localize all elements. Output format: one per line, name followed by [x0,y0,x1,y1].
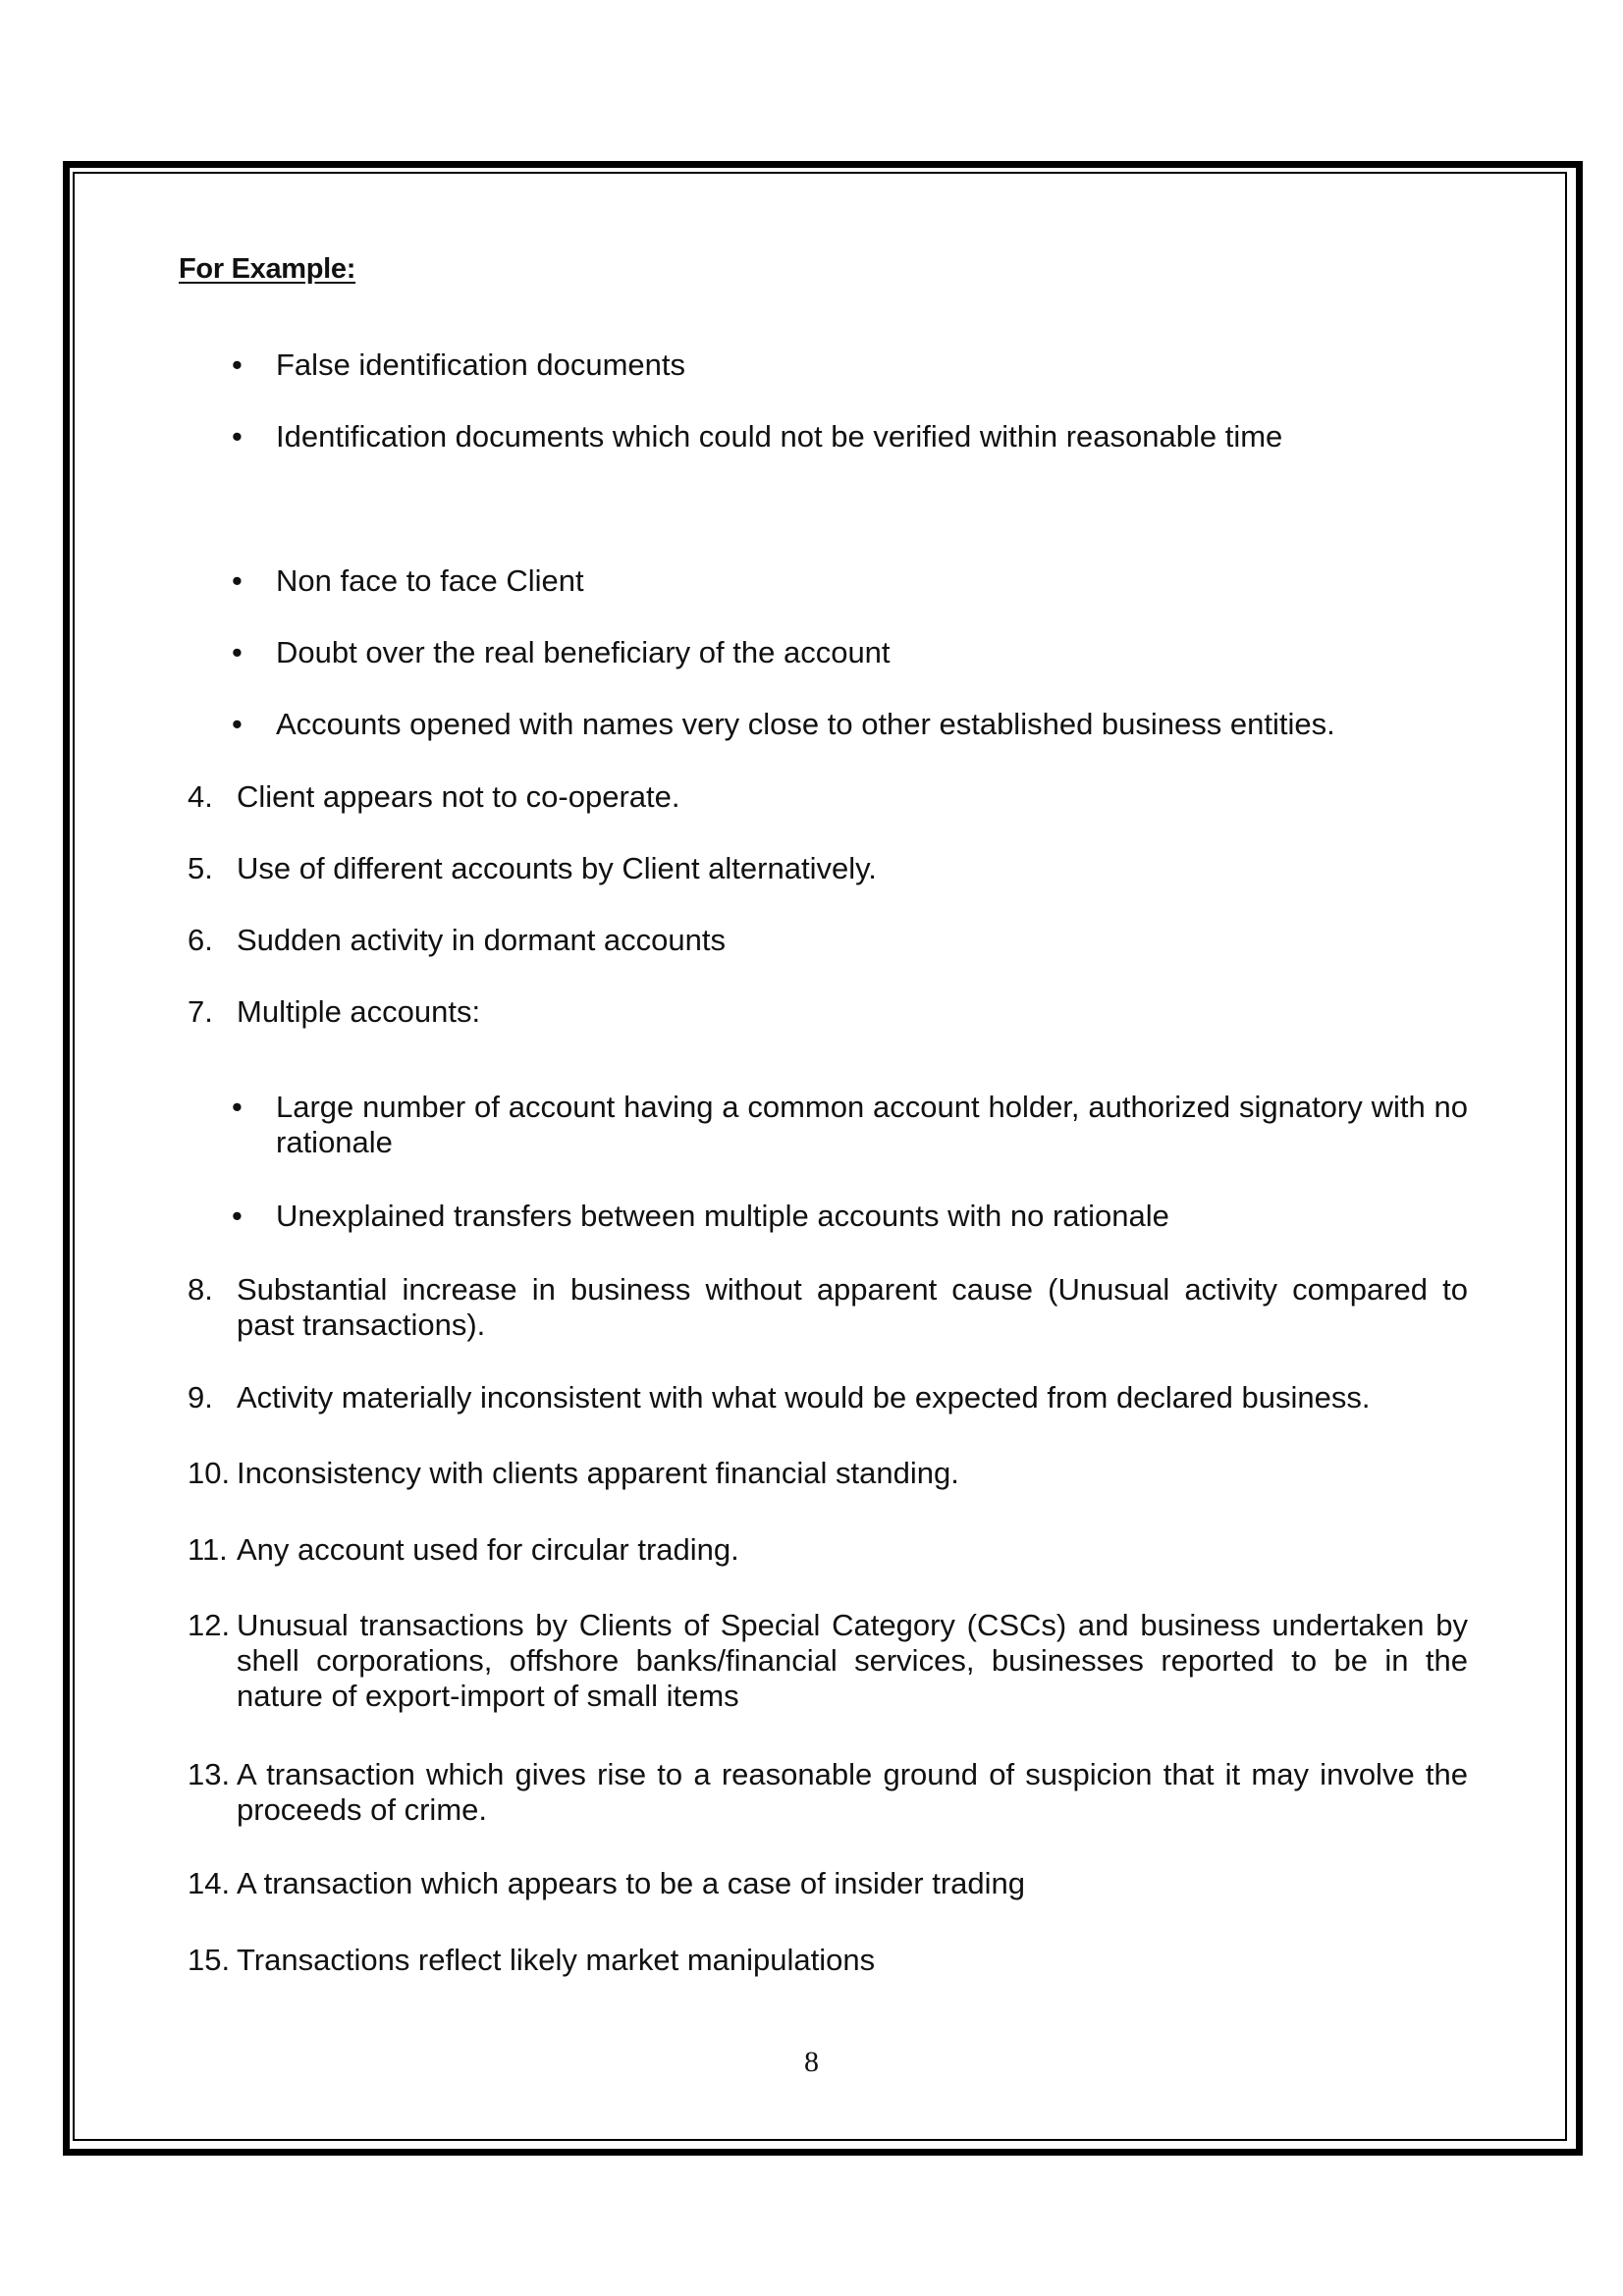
numbered-item [188,851,877,886]
item-number: 13. [188,1757,231,1791]
item-number: 6. [188,923,213,957]
item-text: Multiple accounts: [237,994,481,1029]
item-text: Activity materially inconsistent with what would be expected from declared business. [237,1380,1371,1415]
numbered-item [188,1757,1468,1828]
item-text: Use of different accounts by Client alternatively. [237,851,877,885]
item-text: Inconsistency with clients apparent financial standing. [237,1456,959,1490]
bullet-item [232,1090,1468,1160]
bullet-item [232,419,1283,454]
item-number: 12. [188,1608,231,1642]
item-number: 15. [188,1943,231,1977]
page-number: 8 [804,2046,819,2078]
numbered-item [188,1272,1468,1343]
numbered-item [188,1456,959,1491]
item-text: Client appears not to co-operate. [237,779,680,814]
numbered-item [188,994,481,1030]
bullet-item [232,1199,1169,1234]
numbered-item [188,923,726,958]
section-heading: For Example: [179,253,356,285]
bullet-item [232,707,1335,742]
bullet-item [232,563,584,599]
item-number: 4. [188,779,213,814]
bullet-icon: • [232,1199,243,1233]
item-number: 5. [188,851,213,885]
bullet-icon: • [232,707,243,741]
item-text: Sudden activity in dormant accounts [237,923,726,957]
numbered-item [188,1532,739,1568]
bullet-text: Identification documents which could not be verified within reasonable time [276,419,1283,454]
bullet-icon: • [232,563,243,598]
item-text: Substantial increase in business without apparent cause (Unusual activity compared to past transactions). [237,1272,1468,1342]
numbered-item [188,1866,1026,1901]
item-number: 8. [188,1272,213,1307]
bullet-text: Large number of account having a common account holder, authorized signatory with no rationale [276,1090,1468,1159]
bullet-icon: • [232,419,243,454]
item-number: 14. [188,1866,231,1900]
bullet-item [232,347,686,383]
item-text: A transaction which appears to be a case of insider trading [237,1866,1026,1900]
item-number: 10. [188,1456,231,1490]
item-text: Transactions reflect likely market manipulations [237,1943,876,1977]
numbered-item [188,1943,876,1978]
bullet-text: Accounts opened with names very close to other established business entities. [276,707,1335,741]
item-number: 7. [188,994,213,1029]
bullet-icon: • [232,1090,243,1124]
numbered-item [188,1380,1371,1415]
item-text: Unusual transactions by Clients of Special Category (CSCs) and business undertaken by shell corporations, offshore banks/financial services, businesses reported to be in the nature of export-import of small items [237,1608,1468,1713]
bullet-text: Doubt over the real beneficiary of the account [276,635,891,669]
bullet-item [232,635,891,670]
bullet-text: Unexplained transfers between multiple accounts with no rationale [276,1199,1169,1233]
bullet-icon: • [232,347,243,382]
numbered-item [188,779,680,815]
bullet-icon: • [232,635,243,669]
item-number: 11. [188,1532,228,1567]
numbered-item [188,1608,1468,1714]
item-text: Any account used for circular trading. [237,1532,739,1567]
bullet-text: False identification documents [276,347,686,382]
bullet-text: Non face to face Client [276,563,584,598]
item-number: 9. [188,1380,213,1415]
item-text: A transaction which gives rise to a reasonable ground of suspicion that it may involve the proceeds of crime. [237,1757,1468,1827]
